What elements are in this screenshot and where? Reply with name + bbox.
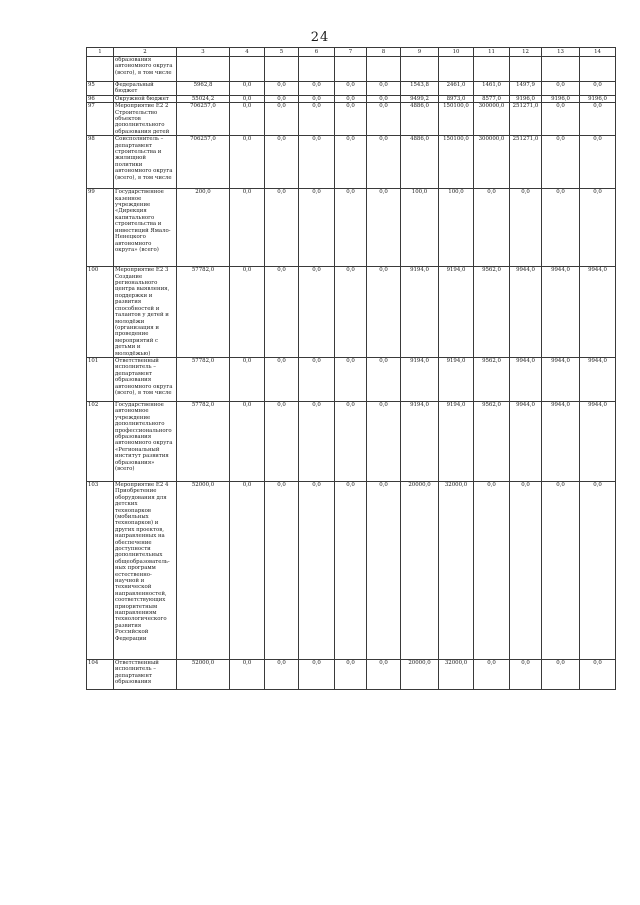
table-row <box>87 189 616 267</box>
value-cell: 9194,0 <box>439 357 474 401</box>
value-cell: 5962,8 <box>177 82 230 96</box>
value-cell: 9194,0 <box>401 267 439 358</box>
row-number: 100 <box>87 267 114 358</box>
row-number: 102 <box>87 401 114 481</box>
value-cell: 0,0 <box>265 401 299 481</box>
value-cell: 0,0 <box>367 95 401 102</box>
row-number: 99 <box>87 189 114 267</box>
row-name: Ответственный исполнитель – департамент образования автономного округа (всего), в том числе <box>114 357 177 401</box>
value-cell: 8577,0 <box>474 95 510 102</box>
value-cell: 0,0 <box>265 481 299 659</box>
table-row <box>87 401 616 481</box>
column-number: 1 <box>87 48 114 57</box>
value-cell: 0,0 <box>230 136 265 189</box>
row-name: Государственное казенное учреждение «Дирекция капитального строительства и инвестиций Ямало- Ненецкого автономного округа» (всего) <box>114 189 177 267</box>
value-cell: 0,0 <box>367 357 401 401</box>
value-cell: 9562,0 <box>474 357 510 401</box>
value-cell: 0,0 <box>299 357 335 401</box>
value-cell: 0,0 <box>230 357 265 401</box>
table-row <box>87 659 616 689</box>
value-cell <box>580 57 616 82</box>
value-cell: 55024,2 <box>177 95 230 102</box>
value-cell: 0,0 <box>230 267 265 358</box>
value-cell: 9944,0 <box>580 401 616 481</box>
value-cell: 0,0 <box>335 659 367 689</box>
value-cell: 0,0 <box>367 659 401 689</box>
table-row <box>87 267 616 358</box>
row-name: Государственное автономное учреждение дополнительного профессионального образования автономного округа «Региональный институт развития образования» (всего) <box>114 401 177 481</box>
value-cell: 9944,0 <box>542 401 580 481</box>
value-cell: 0,0 <box>265 357 299 401</box>
value-cell <box>401 57 439 82</box>
value-cell: 0,0 <box>580 659 616 689</box>
value-cell: 9944,0 <box>580 357 616 401</box>
value-cell: 0,0 <box>265 267 299 358</box>
value-cell: 0,0 <box>542 103 580 136</box>
value-cell: 0,0 <box>542 189 580 267</box>
value-cell: 200,0 <box>177 189 230 267</box>
value-cell: 0,0 <box>580 82 616 96</box>
column-number: 8 <box>367 48 401 57</box>
value-cell <box>439 57 474 82</box>
value-cell: 9196,0 <box>542 95 580 102</box>
value-cell: 0,0 <box>265 95 299 102</box>
page-number: 24 <box>310 30 330 45</box>
value-cell: 9944,0 <box>542 357 580 401</box>
value-cell: 0,0 <box>542 659 580 689</box>
value-cell: 0,0 <box>299 136 335 189</box>
value-cell: 4886,0 <box>401 103 439 136</box>
row-name: Мероприятие Е2 2 Строительство объектов дополнительного образования детей <box>114 103 177 136</box>
value-cell: 0,0 <box>265 189 299 267</box>
table-row <box>87 103 616 136</box>
column-number: 11 <box>474 48 510 57</box>
value-cell: 150100,0 <box>439 136 474 189</box>
value-cell: 0,0 <box>335 401 367 481</box>
column-number: 6 <box>299 48 335 57</box>
value-cell: 1497,9 <box>510 82 542 96</box>
row-number: 103 <box>87 481 114 659</box>
table-row <box>87 136 616 189</box>
value-cell: 9944,0 <box>510 267 542 358</box>
value-cell: 251271,0 <box>510 103 542 136</box>
table-row <box>87 357 616 401</box>
value-cell: 0,0 <box>299 267 335 358</box>
value-cell: 32000,0 <box>439 481 474 659</box>
column-number: 9 <box>401 48 439 57</box>
row-number <box>87 57 114 82</box>
value-cell <box>335 57 367 82</box>
value-cell: 57782,0 <box>177 401 230 481</box>
row-name: Мероприятие Е2 4 Приобретение оборудования для детских технопарков (мобильных технопарков) и других проектов, направленных на обеспечение доступности дополнительных общеобразователь- ных программ естественно- научной и технической направленностей, соответствующих приоритетным направлениям технологического развития Российской Федерации <box>114 481 177 659</box>
budget-table <box>86 47 616 690</box>
value-cell: 0,0 <box>367 481 401 659</box>
value-cell: 9194,0 <box>439 401 474 481</box>
value-cell: 4886,0 <box>401 136 439 189</box>
value-cell <box>542 57 580 82</box>
value-cell: 0,0 <box>299 95 335 102</box>
value-cell: 0,0 <box>542 481 580 659</box>
value-cell: 20000,0 <box>401 659 439 689</box>
value-cell: 0,0 <box>335 481 367 659</box>
value-cell: 0,0 <box>474 481 510 659</box>
value-cell: 0,0 <box>580 481 616 659</box>
value-cell: 9944,0 <box>510 357 542 401</box>
value-cell: 0,0 <box>335 136 367 189</box>
value-cell: 0,0 <box>265 659 299 689</box>
value-cell: 0,0 <box>230 401 265 481</box>
row-number: 101 <box>87 357 114 401</box>
row-number: 96 <box>87 95 114 102</box>
value-cell: 0,0 <box>510 659 542 689</box>
value-cell: 1543,8 <box>401 82 439 96</box>
row-name: Ответственный исполнитель – департамент образования <box>114 659 177 689</box>
value-cell: 0,0 <box>367 189 401 267</box>
value-cell <box>265 57 299 82</box>
table-row <box>87 82 616 96</box>
value-cell <box>510 57 542 82</box>
value-cell: 0,0 <box>230 659 265 689</box>
column-number: 13 <box>542 48 580 57</box>
value-cell: 251271,0 <box>510 136 542 189</box>
value-cell: 100,0 <box>401 189 439 267</box>
value-cell: 0,0 <box>230 189 265 267</box>
value-cell <box>299 57 335 82</box>
value-cell <box>474 57 510 82</box>
value-cell: 8973,0 <box>439 95 474 102</box>
column-number-row <box>87 48 616 57</box>
row-name: Окружной бюджет <box>114 95 177 102</box>
value-cell: 52000,0 <box>177 481 230 659</box>
value-cell: 0,0 <box>510 189 542 267</box>
value-cell: 52000,0 <box>177 659 230 689</box>
value-cell: 57782,0 <box>177 267 230 358</box>
value-cell: 9944,0 <box>542 267 580 358</box>
value-cell: 0,0 <box>367 103 401 136</box>
value-cell: 2461,0 <box>439 82 474 96</box>
value-cell: 0,0 <box>335 357 367 401</box>
value-cell: 0,0 <box>335 82 367 96</box>
value-cell: 706257,0 <box>177 136 230 189</box>
column-number: 10 <box>439 48 474 57</box>
value-cell: 0,0 <box>265 82 299 96</box>
value-cell <box>177 57 230 82</box>
value-cell: 0,0 <box>367 82 401 96</box>
value-cell: 0,0 <box>510 481 542 659</box>
value-cell: 0,0 <box>299 481 335 659</box>
value-cell: 1461,0 <box>474 82 510 96</box>
column-number: 12 <box>510 48 542 57</box>
value-cell: 57782,0 <box>177 357 230 401</box>
value-cell: 100,0 <box>439 189 474 267</box>
value-cell: 20000,0 <box>401 481 439 659</box>
value-cell: 0,0 <box>335 103 367 136</box>
value-cell <box>367 57 401 82</box>
column-number: 2 <box>114 48 177 57</box>
value-cell: 0,0 <box>299 82 335 96</box>
value-cell: 9944,0 <box>580 267 616 358</box>
value-cell: 0,0 <box>367 136 401 189</box>
value-cell: 0,0 <box>335 267 367 358</box>
value-cell: 9194,0 <box>439 267 474 358</box>
value-cell: 0,0 <box>230 82 265 96</box>
value-cell <box>230 57 265 82</box>
row-name: Соисполнитель – департамент строительства и жилищной политики автономного округа (всего), в том числе <box>114 136 177 189</box>
value-cell: 9562,0 <box>474 401 510 481</box>
column-number: 14 <box>580 48 616 57</box>
row-name: Федеральный бюджет <box>114 82 177 96</box>
value-cell: 0,0 <box>367 401 401 481</box>
value-cell: 0,0 <box>580 136 616 189</box>
value-cell: 9194,0 <box>401 401 439 481</box>
table-row <box>87 95 616 102</box>
value-cell: 0,0 <box>474 189 510 267</box>
value-cell: 9194,0 <box>401 357 439 401</box>
value-cell: 0,0 <box>580 189 616 267</box>
value-cell: 0,0 <box>265 136 299 189</box>
row-name: образования автономного округа (всего), в том числе <box>114 57 177 82</box>
row-name: Мероприятие Е2 3 Создание регионального центра выявления, поддержки и развития способностей и талантов у детей и молодёжи (организация и проведение мероприятий с детьми и молодёжью) <box>114 267 177 358</box>
value-cell: 706257,0 <box>177 103 230 136</box>
value-cell: 0,0 <box>335 95 367 102</box>
value-cell: 32000,0 <box>439 659 474 689</box>
row-number: 98 <box>87 136 114 189</box>
table-row <box>87 481 616 659</box>
value-cell: 0,0 <box>580 103 616 136</box>
column-number: 7 <box>335 48 367 57</box>
value-cell: 9499,2 <box>401 95 439 102</box>
column-number: 3 <box>177 48 230 57</box>
value-cell: 300000,0 <box>474 103 510 136</box>
value-cell: 0,0 <box>299 189 335 267</box>
value-cell: 9196,0 <box>510 95 542 102</box>
row-number: 95 <box>87 82 114 96</box>
value-cell: 9944,0 <box>510 401 542 481</box>
row-number: 97 <box>87 103 114 136</box>
column-number: 4 <box>230 48 265 57</box>
value-cell: 0,0 <box>230 95 265 102</box>
value-cell: 0,0 <box>299 103 335 136</box>
value-cell: 0,0 <box>299 401 335 481</box>
row-number: 104 <box>87 659 114 689</box>
table-row <box>87 57 616 82</box>
value-cell: 0,0 <box>542 82 580 96</box>
value-cell: 0,0 <box>542 136 580 189</box>
column-number: 5 <box>265 48 299 57</box>
value-cell: 0,0 <box>265 103 299 136</box>
value-cell: 0,0 <box>474 659 510 689</box>
value-cell: 0,0 <box>230 103 265 136</box>
value-cell: 300000,0 <box>474 136 510 189</box>
value-cell: 0,0 <box>230 481 265 659</box>
value-cell: 9562,0 <box>474 267 510 358</box>
value-cell: 0,0 <box>367 267 401 358</box>
value-cell: 0,0 <box>335 189 367 267</box>
value-cell: 9196,0 <box>580 95 616 102</box>
value-cell: 150100,0 <box>439 103 474 136</box>
value-cell: 0,0 <box>299 659 335 689</box>
